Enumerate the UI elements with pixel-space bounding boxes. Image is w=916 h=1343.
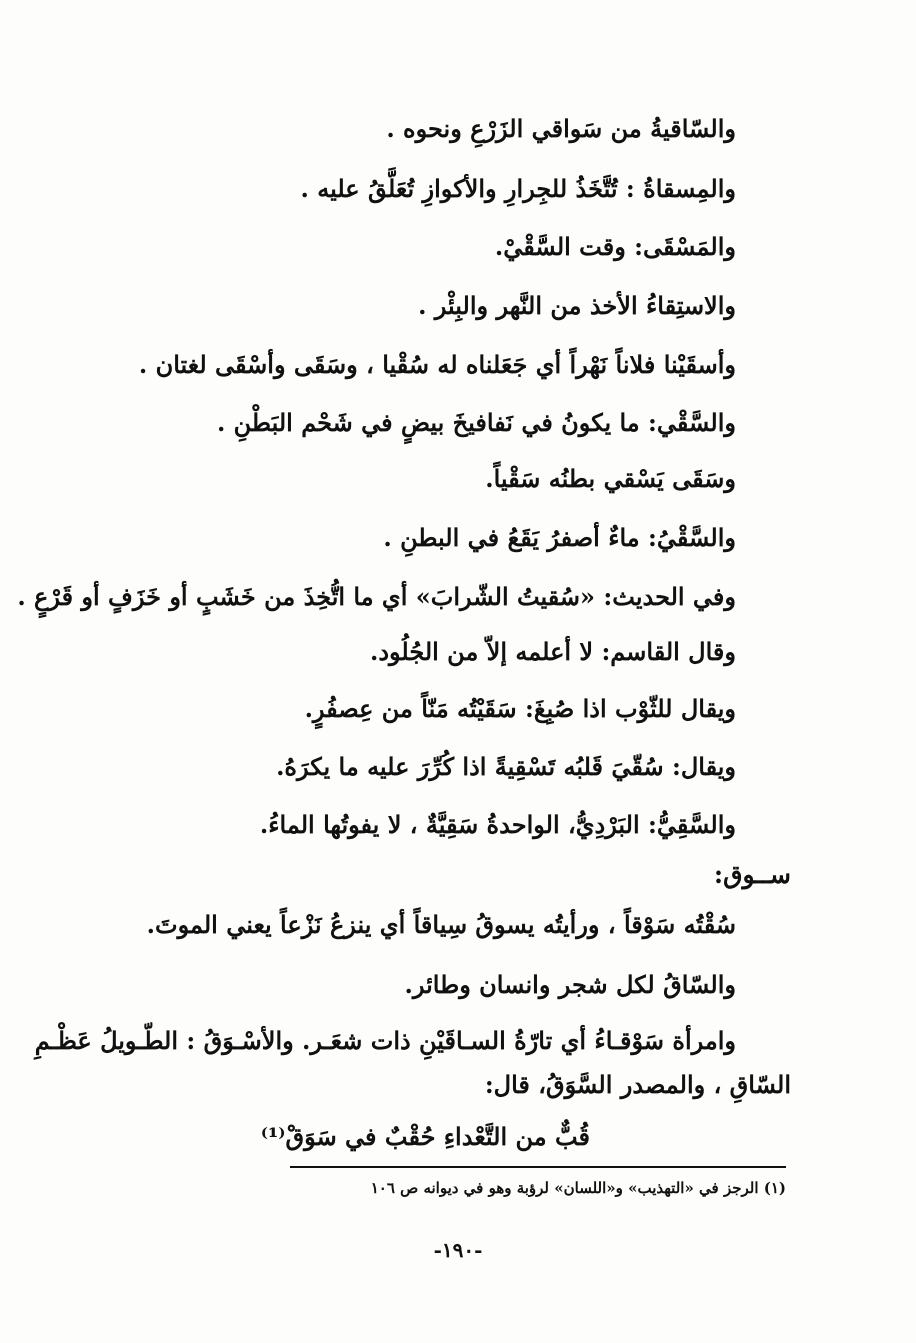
text-line: السّاقِ ، والمصدر السَّوَقُ، قال: — [484, 1070, 791, 1099]
page-number: -١٩٠- — [433, 1238, 483, 1262]
text-line: وأسقَيْنا فلاناً نَهْراً أي جَعَلناه له سُقْيا ، وسَقَى وأسْقَى لغتان . — [138, 350, 736, 379]
text-line: وفي الحديث: «سُقيتُ الشّرابَ» أي ما اتُّخِذَ من خَشَبٍ أو خَزَفٍ أو قَرْعٍ . — [17, 582, 736, 611]
text-line: والسَّقْيُ: ماءٌ أصفرُ يَقَعُ في البطنِ . — [383, 523, 736, 552]
text-line: ويقال للثّوْب اذا صُبِغَ: سَقَيْتُه مَنّاً من عِصفُرٍ. — [304, 694, 736, 723]
text-line: والمِسقاةُ : تُتَّخَذُ للجِرارِ والأكوازِ تُعَلَّقُ عليه . — [300, 174, 736, 203]
verse-line: قُبٌّ من التَّعْداءِ حُقْبٌ في سَوَقْ⁽¹⁾ — [260, 1122, 590, 1151]
text-line: والسّاقيةُ من سَواقي الزَرْعِ ونحوه . — [386, 114, 736, 143]
text-line: والسَّقِيُّ: البَرْدِيُّ، الواحدةُ سَقِيَّةٌ ، لا يفوتُها الماءُ. — [259, 810, 736, 839]
text-line: سُقْتُه سَوْقاً ، ورأيتُه يسوقُ سِياقاً أي ينزعُ نَزْعاً يعني الموتَ. — [146, 910, 736, 939]
text-line: وسَقَى يَسْقي بطنُه سَقْياً. — [485, 464, 736, 493]
text-line: والاستِقاءُ الأخذ من النَّهر والبِئْر . — [418, 291, 736, 320]
text-line: ويقال: سُقّيَ قَلبُه تَسْقِيةً اذا كُرِّرَ عليه ما يكرَهُ. — [276, 752, 736, 781]
footnote-separator — [290, 1166, 786, 1168]
text-line: وقال القاسم: لا أعلمه إلاّ من الجُلُود. — [369, 637, 736, 666]
text-line: والسّاقُ لكل شجر وانسان وطائر. — [404, 970, 736, 999]
text-line: والمَسْقَى: وقت السَّقْيْ. — [494, 232, 736, 261]
text-line: والسَّقْي: ما يكونُ في نَفافيخَ بيضٍ في شَحْم البَطْنِ . — [216, 408, 736, 437]
footnote: (١) الرجز في «التهذيب» و«اللسان» لرؤبة وهو في ديوانه ص ١٠٦ — [370, 1179, 786, 1197]
text-line: وامرأة سَوْقـاءُ أي تارّةُ السـاقَيْنِ ذات شعَـر. والأسْـوَقُ : الطّـويلُ عَظْـمِ — [34, 1026, 736, 1055]
section-heading: ســوق: — [713, 860, 791, 889]
